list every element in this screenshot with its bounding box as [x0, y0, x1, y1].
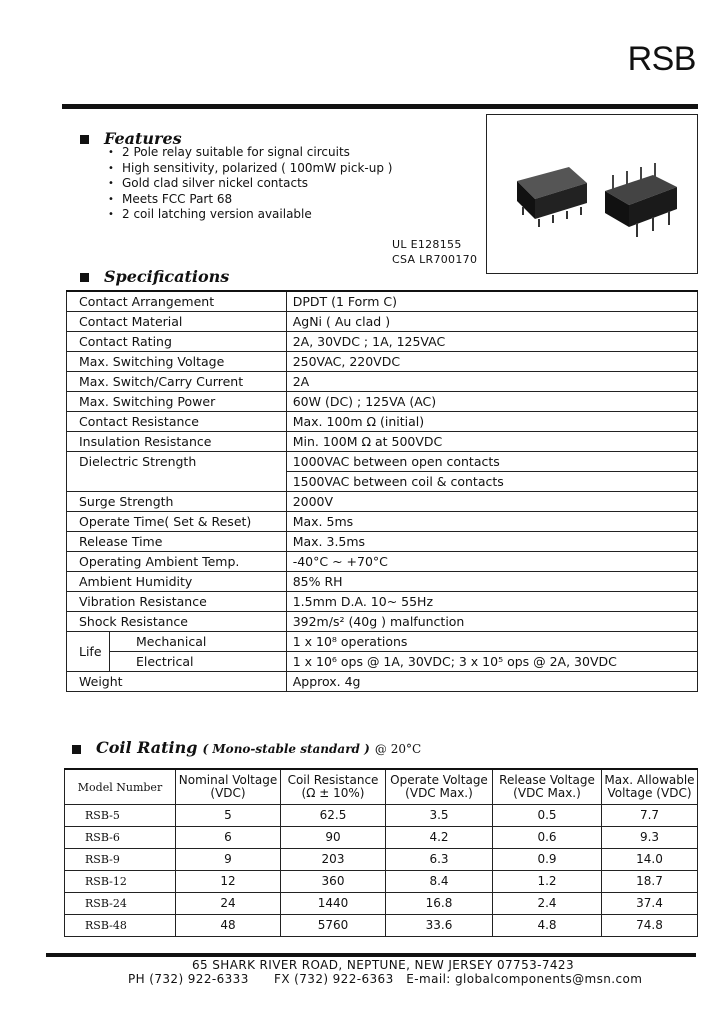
table-header-row: Model Number Nominal Voltage (VDC) Coil Resistance (Ω ± 10%) Operate Voltage (VDC Max.) Release Voltage (VDC Max.) Max. Allowable Voltage (VDC)	[65, 769, 698, 805]
table-row: RSB-6 6 90 4.2 0.6 9.3	[65, 827, 698, 849]
table-row: Max. Switching Power 60W (DC) ; 125VA (AC)	[67, 392, 698, 412]
table-row: Contact Rating 2A, 30VDC ; 1A, 125VAC	[67, 332, 698, 352]
list-item: • 2 Pole relay suitable for signal circuits	[108, 145, 392, 161]
footer-address: 65 SHARK RIVER ROAD, NEPTUNE, NEW JERSEY 07753-7423	[192, 958, 575, 972]
features-heading: Features	[104, 129, 182, 148]
coil-heading-line	[96, 738, 421, 757]
table-row: 1500VAC between coil & contacts	[67, 472, 698, 492]
ul-cert: UL E128155	[392, 238, 462, 251]
list-item: • 2 coil latching version available	[108, 207, 392, 223]
table-row: Electrical 1 x 10⁶ ops @ 1A, 30VDC; 3 x 10⁵ ops @ 2A, 30VDC	[67, 652, 698, 672]
coil-rating-table	[64, 768, 698, 937]
table-row: Operating Ambient Temp. -40°C ~ +70°C	[67, 552, 698, 572]
specifications-heading: Specifications	[104, 267, 230, 286]
relay-right-icon	[605, 163, 677, 237]
relay-left-icon	[517, 167, 587, 227]
table-row: Release Time Max. 3.5ms	[67, 532, 698, 552]
table-row: Max. Switching Voltage 250VAC, 220VDC	[67, 352, 698, 372]
features-list	[108, 145, 392, 223]
list-item: • High sensitivity, polarized ( 100mW pick-up )	[108, 161, 392, 177]
relay-photo-illustration	[487, 115, 697, 273]
footer-phone: PH (732) 922-6333	[128, 972, 249, 986]
table-row: Max. Switch/Carry Current 2A	[67, 372, 698, 392]
table-row: RSB-12 12 360 8.4 1.2 18.7	[65, 871, 698, 893]
coil-subheading: ( Mono-stable standard )	[202, 742, 370, 756]
footer-contact	[128, 972, 642, 986]
footer-email: E-mail: globalcomponents@msn.com	[406, 972, 643, 986]
square-bullet-icon	[80, 135, 89, 144]
csa-cert: CSA LR700170	[392, 253, 478, 266]
table-row: Dielectric Strength 1000VAC between open contacts	[67, 452, 698, 472]
list-item: • Meets FCC Part 68	[108, 192, 392, 208]
table-row: Contact Arrangement DPDT (1 Form C)	[67, 291, 698, 312]
footer-fax: FX (732) 922-6363	[274, 972, 394, 986]
specifications-table	[66, 290, 698, 692]
square-bullet-icon	[80, 273, 89, 282]
product-photo	[486, 114, 698, 274]
table-row: Operate Time( Set & Reset) Max. 5ms	[67, 512, 698, 532]
top-rule	[62, 104, 698, 109]
coil-temp: @ 20°C	[374, 742, 422, 756]
table-row: Shock Resistance 392m/s² (40g ) malfunction	[67, 612, 698, 632]
list-item: • Gold clad silver nickel contacts	[108, 176, 392, 192]
table-row: Contact Material AgNi ( Au clad )	[67, 312, 698, 332]
coil-heading: Coil Rating	[96, 738, 198, 757]
table-row: Surge Strength 2000V	[67, 492, 698, 512]
bottom-rule	[46, 953, 696, 957]
table-row: RSB-48 48 5760 33.6 4.8 74.8	[65, 915, 698, 937]
table-row: Weight Approx. 4g	[67, 672, 698, 692]
table-row: Ambient Humidity 85% RH	[67, 572, 698, 592]
page-title: RSB	[627, 40, 696, 78]
table-row: Vibration Resistance 1.5mm D.A. 10~ 55Hz	[67, 592, 698, 612]
table-row: RSB-5 5 62.5 3.5 0.5 7.7	[65, 805, 698, 827]
table-row: Insulation Resistance Min. 100M Ω at 500VDC	[67, 432, 698, 452]
square-bullet-icon	[72, 745, 81, 754]
table-row: Contact Resistance Max. 100m Ω (initial)	[67, 412, 698, 432]
table-row: Life Mechanical 1 x 10⁸ operations	[67, 632, 698, 652]
table-row: RSB-9 9 203 6.3 0.9 14.0	[65, 849, 698, 871]
table-row: RSB-24 24 1440 16.8 2.4 37.4	[65, 893, 698, 915]
